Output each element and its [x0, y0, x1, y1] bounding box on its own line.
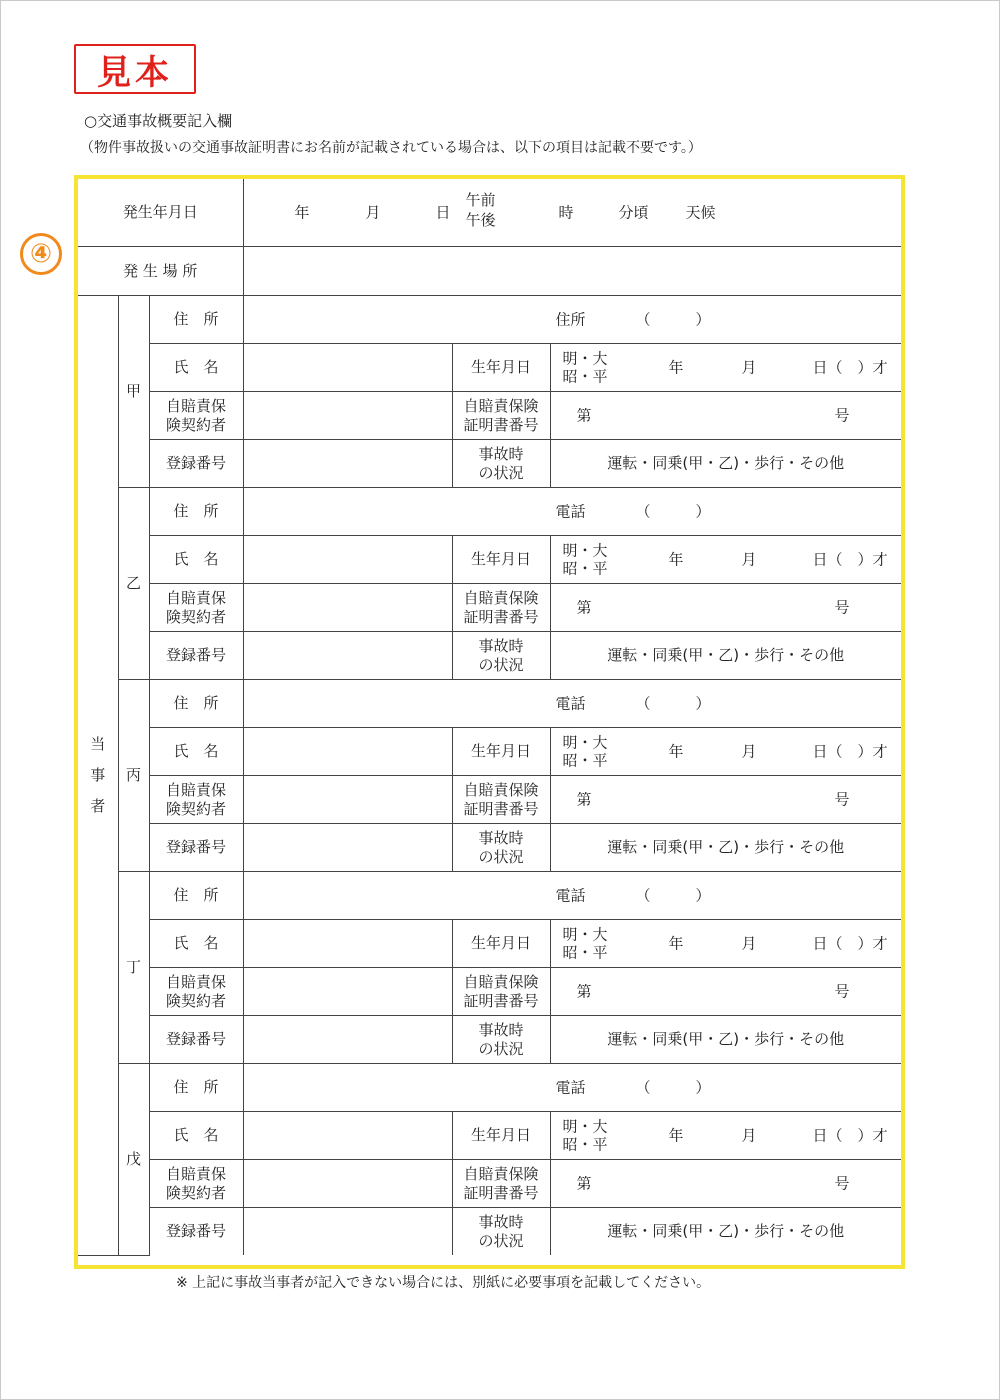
birth-day-age: 日（ ）才 [812, 550, 888, 569]
accident-status-options[interactable]: 運転・同乗(甲・乙)・歩行・その他 [550, 824, 901, 872]
insurance-holder-label: 自賠責保 険契約者 [149, 392, 243, 440]
birth-field[interactable] [550, 728, 901, 776]
birth-day-age: 日（ ）才 [812, 934, 888, 953]
month-unit: 月 [365, 203, 381, 222]
registration-field[interactable] [243, 1016, 452, 1064]
insurance-cert-field[interactable] [550, 1160, 901, 1208]
section-heading: ○交通事故概要記入欄 [84, 112, 233, 130]
address-label: 住 所 [149, 1064, 243, 1112]
accident-status-options[interactable]: 運転・同乗(甲・乙)・歩行・その他 [550, 632, 901, 680]
era-selector[interactable]: 明・大 昭・平 [562, 348, 608, 386]
insurance-cert-field[interactable] [550, 776, 901, 824]
party-name-4: 戊 [118, 1064, 149, 1256]
contact-label: 電話 [555, 502, 586, 521]
cert-suffix: 号 [834, 406, 850, 425]
cert-suffix: 号 [834, 1174, 850, 1193]
name-field[interactable] [243, 344, 452, 392]
contact-label: 電話 [555, 1078, 586, 1097]
contact-paren: （ ） [635, 1078, 711, 1097]
place-field[interactable] [243, 247, 901, 296]
date-field[interactable] [243, 179, 901, 247]
cert-prefix: 第 [576, 406, 592, 425]
address-field[interactable] [243, 296, 901, 344]
party-group-label: 当 事 者 [78, 296, 118, 1256]
step-number-badge: ④ [20, 233, 62, 275]
insurance-holder-label: 自賠責保 険契約者 [149, 584, 243, 632]
hour-unit: 時 [558, 203, 574, 222]
address-label: 住 所 [149, 488, 243, 536]
name-field[interactable] [243, 920, 452, 968]
registration-field[interactable] [243, 440, 452, 488]
registration-field[interactable] [243, 632, 452, 680]
insurance-cert-label: 自賠責保険 証明書番号 [452, 776, 550, 824]
party-name-3: 丁 [118, 872, 149, 1064]
address-field[interactable] [243, 488, 901, 536]
accident-status-label: 事故時 の状況 [452, 1016, 550, 1064]
contact-paren: （ ） [635, 886, 711, 905]
birth-day-age: 日（ ）才 [812, 358, 888, 377]
birth-label: 生年月日 [452, 344, 550, 392]
name-field[interactable] [243, 536, 452, 584]
registration-label: 登録番号 [149, 632, 243, 680]
insurance-cert-field[interactable] [550, 584, 901, 632]
registration-label: 登録番号 [149, 440, 243, 488]
birth-label: 生年月日 [452, 920, 550, 968]
day-unit: 日 [435, 203, 451, 222]
accident-status-label: 事故時 の状況 [452, 824, 550, 872]
birth-field[interactable] [550, 920, 901, 968]
insurance-cert-field[interactable] [550, 392, 901, 440]
contact-label: 電話 [555, 694, 586, 713]
birth-day-age: 日（ ）才 [812, 742, 888, 761]
contact-paren: （ ） [635, 694, 711, 713]
birth-field[interactable] [550, 1112, 901, 1160]
era-selector[interactable]: 明・大 昭・平 [562, 1116, 608, 1154]
name-label: 氏 名 [149, 920, 243, 968]
insurance-cert-label: 自賠責保険 証明書番号 [452, 1160, 550, 1208]
insurance-holder-field[interactable] [243, 776, 452, 824]
registration-field[interactable] [243, 824, 452, 872]
insurance-holder-label: 自賠責保 険契約者 [149, 776, 243, 824]
birth-month-unit: 月 [741, 550, 757, 569]
accident-status-options[interactable]: 運転・同乗(甲・乙)・歩行・その他 [550, 1016, 901, 1064]
party-name-1: 乙 [118, 488, 149, 680]
insurance-holder-field[interactable] [243, 584, 452, 632]
sample-stamp: 見本 [74, 44, 196, 94]
registration-label: 登録番号 [149, 1016, 243, 1064]
registration-field[interactable] [243, 1208, 452, 1256]
cert-suffix: 号 [834, 598, 850, 617]
accident-status-label: 事故時 の状況 [452, 1208, 550, 1256]
registration-label: 登録番号 [149, 1208, 243, 1256]
birth-label: 生年月日 [452, 728, 550, 776]
insurance-cert-label: 自賠責保険 証明書番号 [452, 584, 550, 632]
insurance-cert-label: 自賠責保険 証明書番号 [452, 392, 550, 440]
address-field[interactable] [243, 1064, 901, 1112]
cert-prefix: 第 [576, 598, 592, 617]
year-unit: 年 [294, 203, 310, 222]
birth-field[interactable] [550, 344, 901, 392]
insurance-cert-label: 自賠責保険 証明書番号 [452, 968, 550, 1016]
birth-field[interactable] [550, 536, 901, 584]
name-label: 氏 名 [149, 1112, 243, 1160]
accident-status-options[interactable]: 運転・同乗(甲・乙)・歩行・その他 [550, 440, 901, 488]
insurance-holder-field[interactable] [243, 1160, 452, 1208]
accident-status-label: 事故時 の状況 [452, 440, 550, 488]
era-selector[interactable]: 明・大 昭・平 [562, 732, 608, 770]
name-label: 氏 名 [149, 344, 243, 392]
weather-label: 天候 [685, 203, 716, 222]
registration-label: 登録番号 [149, 824, 243, 872]
name-label: 氏 名 [149, 728, 243, 776]
cert-prefix: 第 [576, 982, 592, 1001]
date-label: 発生年月日 [78, 179, 243, 247]
accident-status-options[interactable]: 運転・同乗(甲・乙)・歩行・その他 [550, 1208, 901, 1256]
cert-prefix: 第 [576, 790, 592, 809]
birth-label: 生年月日 [452, 536, 550, 584]
accident-status-label: 事故時 の状況 [452, 632, 550, 680]
insurance-holder-label: 自賠責保 険契約者 [149, 968, 243, 1016]
am-pm-selector[interactable]: 午前 午後 [465, 191, 496, 229]
birth-year-unit: 年 [668, 550, 684, 569]
cert-suffix: 号 [834, 790, 850, 809]
party-name-0: 甲 [118, 296, 149, 488]
insurance-holder-field[interactable] [243, 392, 452, 440]
insurance-holder-field[interactable] [243, 968, 452, 1016]
address-label: 住 所 [149, 872, 243, 920]
insurance-cert-field[interactable] [550, 968, 901, 1016]
birth-year-unit: 年 [668, 358, 684, 377]
cert-suffix: 号 [834, 982, 850, 1001]
birth-month-unit: 月 [741, 358, 757, 377]
contact-label: 住所 [555, 310, 586, 329]
birth-month-unit: 月 [741, 934, 757, 953]
birth-month-unit: 月 [741, 1126, 757, 1145]
address-label: 住 所 [149, 680, 243, 728]
address-field[interactable] [243, 872, 901, 920]
footnote: ※ 上記に事故当事者が記入できない場合には、別紙に必要事項を記載してください。 [176, 1275, 711, 1291]
birth-year-unit: 年 [668, 1126, 684, 1145]
insurance-holder-label: 自賠責保 険契約者 [149, 1160, 243, 1208]
birth-day-age: 日（ ）才 [812, 1126, 888, 1145]
birth-month-unit: 月 [741, 742, 757, 761]
contact-label: 電話 [555, 886, 586, 905]
name-field[interactable] [243, 728, 452, 776]
name-label: 氏 名 [149, 536, 243, 584]
era-selector[interactable]: 明・大 昭・平 [562, 540, 608, 578]
address-label: 住 所 [149, 296, 243, 344]
birth-label: 生年月日 [452, 1112, 550, 1160]
minute-unit: 分頃 [618, 203, 649, 222]
place-label: 発 生 場 所 [78, 247, 243, 296]
era-selector[interactable]: 明・大 昭・平 [562, 924, 608, 962]
birth-year-unit: 年 [668, 742, 684, 761]
contact-paren: （ ） [635, 310, 711, 329]
cert-prefix: 第 [576, 1174, 592, 1193]
birth-year-unit: 年 [668, 934, 684, 953]
party-name-2: 丙 [118, 680, 149, 872]
address-field[interactable] [243, 680, 901, 728]
accident-summary-form [78, 179, 901, 1256]
section-note: （物件事故扱いの交通事故証明書にお名前が記載されている場合は、以下の項目は記載不要です。） [80, 140, 702, 156]
name-field[interactable] [243, 1112, 452, 1160]
contact-paren: （ ） [635, 502, 711, 521]
